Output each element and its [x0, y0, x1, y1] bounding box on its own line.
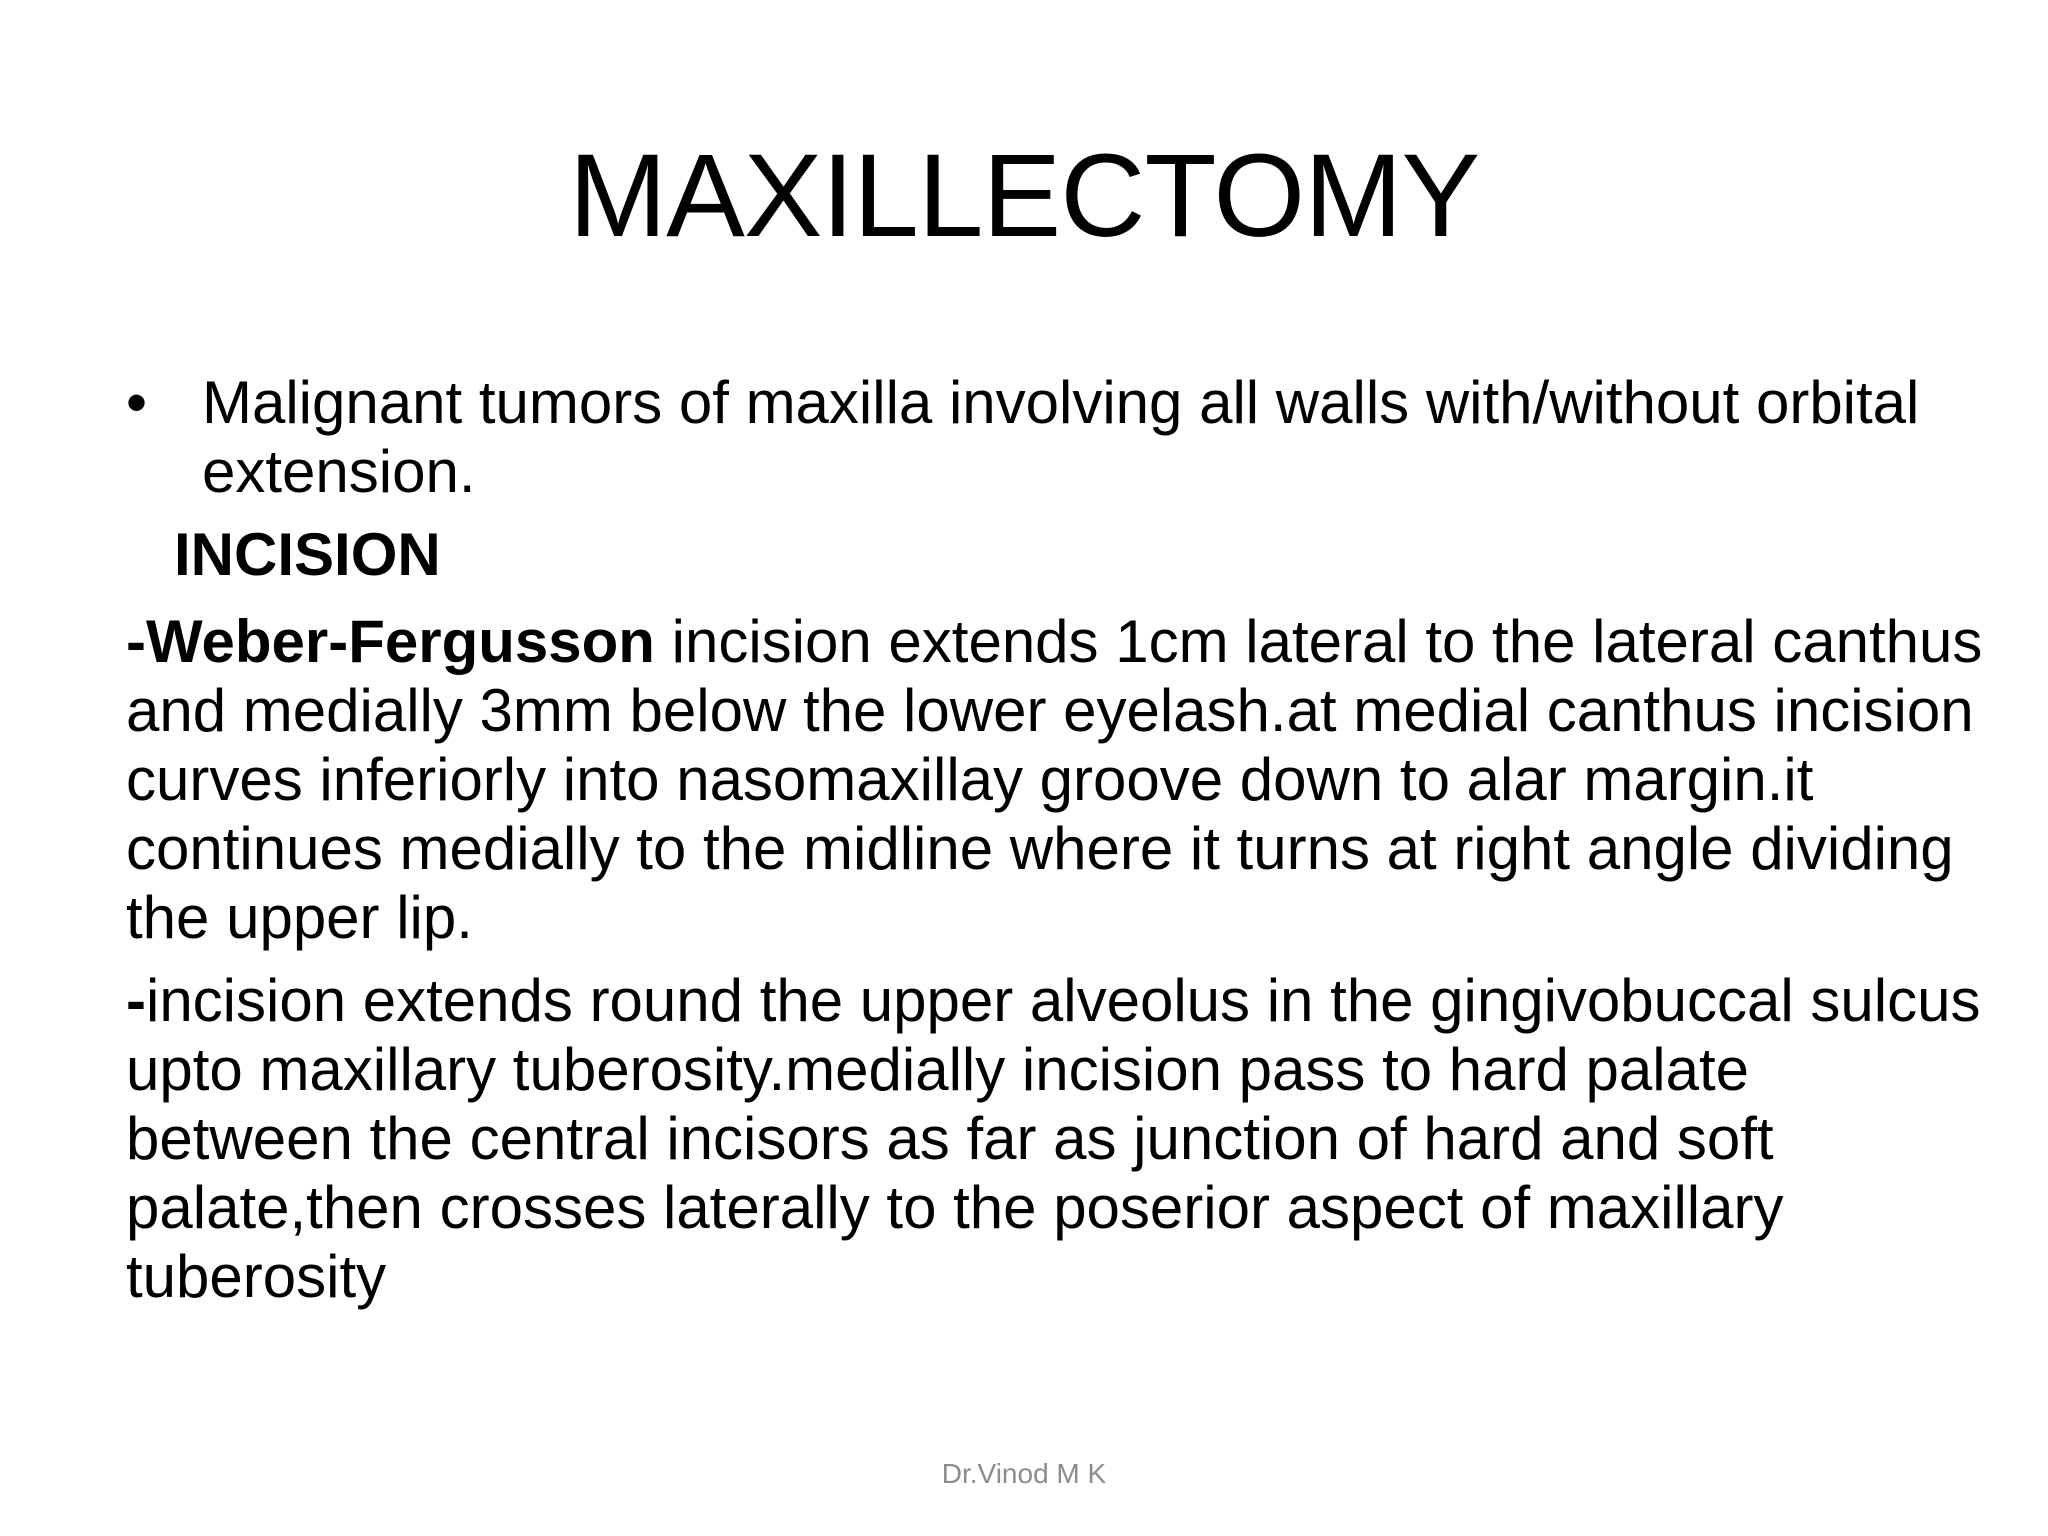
bullet-text: Malignant tumors of maxilla involving all walls with/without orbital extension. — [202, 369, 1920, 505]
paragraph-text: incision extends round the upper alveolus in the gingivobuccal sulcus upto maxillary tuberosity.medially incision pass to hard palate between the central incisors as far as junction of hard and soft palate,then crosses laterally to the poserior aspect of maxillary tuberosity — [126, 967, 1981, 1310]
paragraph-weber-fergusson — [126, 607, 1986, 952]
bullet-item — [126, 368, 1986, 506]
slide-body — [126, 368, 1986, 1311]
bullet-icon: • — [126, 369, 148, 436]
section-heading: INCISION — [174, 521, 441, 588]
slide-title: MAXILLECTOMY — [568, 130, 1480, 262]
paragraph-lead: - — [126, 967, 146, 1034]
paragraph-alveolus — [126, 966, 1986, 1311]
paragraph-lead: -Weber-Fergusson — [126, 608, 655, 675]
paragraph-text: incision extends 1cm lateral to the lateral canthus and medially 3mm below the lower eyelash.at medial canthus incision curves inferiorly into nasomaxillay groove down to alar margin.it continues medially to the midline where it turns at right angle dividing the upper lip. — [126, 608, 1983, 951]
slide-footer: Dr.Vinod M K — [941, 1458, 1107, 1489]
